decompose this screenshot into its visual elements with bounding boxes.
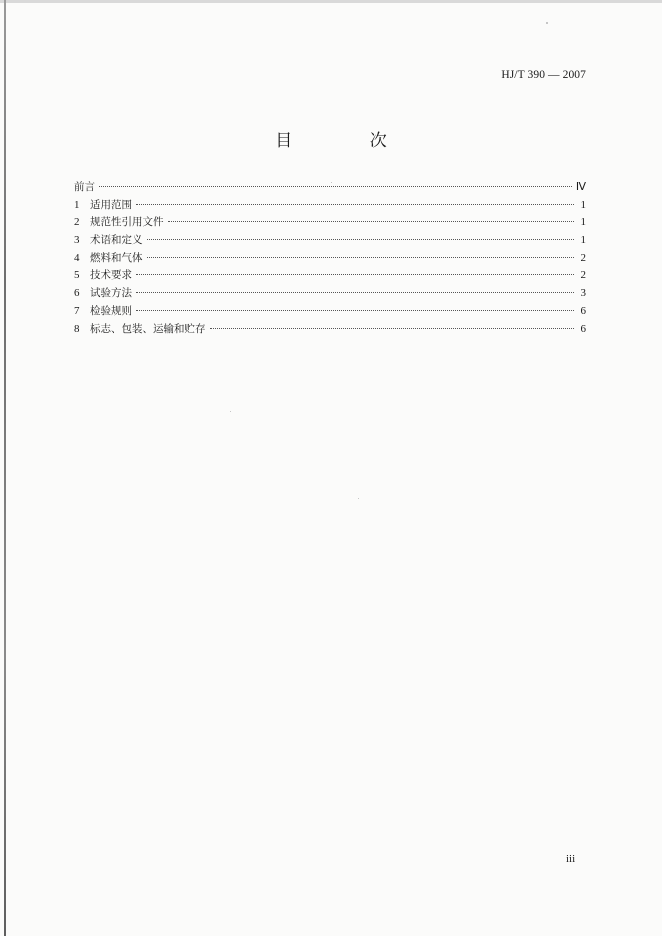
toc-entry-label: 标志、包装、运输和贮存 <box>90 322 206 335</box>
toc-entry-foreword[interactable] <box>74 179 586 197</box>
toc-leader-dots <box>136 292 574 293</box>
toc-entry-number: 4 <box>74 251 80 264</box>
toc-entry-1[interactable] <box>74 197 586 215</box>
toc-entry-page: 6 <box>580 322 586 335</box>
toc-leader-dots <box>147 239 575 240</box>
scan-speck <box>358 498 359 499</box>
table-of-contents <box>74 179 586 338</box>
toc-title: 目 次 <box>275 131 423 151</box>
toc-entry-5[interactable] <box>74 267 586 285</box>
toc-entry-label: 规范性引用文件 <box>90 216 164 229</box>
scan-speck <box>546 22 548 24</box>
toc-leader-dots <box>136 204 574 205</box>
toc-entry-number: 6 <box>74 287 80 300</box>
scan-speck <box>331 182 332 183</box>
toc-entry-page: 2 <box>580 251 586 264</box>
toc-entry-page: 1 <box>580 216 586 229</box>
toc-leader-dots <box>168 221 575 222</box>
toc-entry-3[interactable] <box>74 232 586 250</box>
toc-entry-number: 3 <box>74 234 80 247</box>
page-number: iii <box>566 853 576 865</box>
toc-entry-number: 5 <box>74 269 80 282</box>
toc-entry-page: 1 <box>580 234 586 247</box>
toc-leader-dots <box>147 257 575 258</box>
toc-leader-dots <box>99 186 572 187</box>
toc-entry-number: 8 <box>74 322 80 335</box>
toc-entry-number: 2 <box>74 216 80 229</box>
scan-edge-top <box>0 0 662 3</box>
toc-entry-page: Ⅳ <box>575 181 586 193</box>
toc-entry-label: 适用范围 <box>90 198 132 211</box>
toc-leader-dots <box>210 328 575 329</box>
toc-entry-page: 3 <box>580 287 586 300</box>
toc-entry-label: 术语和定义 <box>90 234 143 247</box>
document-code: HJ/T 390 — 2007 <box>501 69 586 81</box>
toc-leader-dots <box>136 310 574 311</box>
toc-entry-label: 检验规则 <box>90 304 132 317</box>
toc-entry-6[interactable] <box>74 285 586 303</box>
toc-entry-number: 1 <box>74 198 80 211</box>
toc-entry-label: 技术要求 <box>90 269 132 282</box>
toc-leader-dots <box>136 274 574 275</box>
toc-entry-4[interactable] <box>74 250 586 268</box>
toc-entry-page: 6 <box>580 304 586 317</box>
toc-entry-label: 试验方法 <box>90 287 132 300</box>
toc-entry-number: 7 <box>74 304 80 317</box>
scan-speck <box>230 411 231 412</box>
toc-entry-label: 前言 <box>74 181 95 193</box>
toc-entry-8[interactable] <box>74 321 586 339</box>
toc-entry-label: 燃料和气体 <box>90 251 143 264</box>
toc-entry-page: 2 <box>580 269 586 282</box>
toc-entry-7[interactable] <box>74 303 586 321</box>
toc-entry-2[interactable] <box>74 214 586 232</box>
toc-entry-page: 1 <box>580 198 586 211</box>
